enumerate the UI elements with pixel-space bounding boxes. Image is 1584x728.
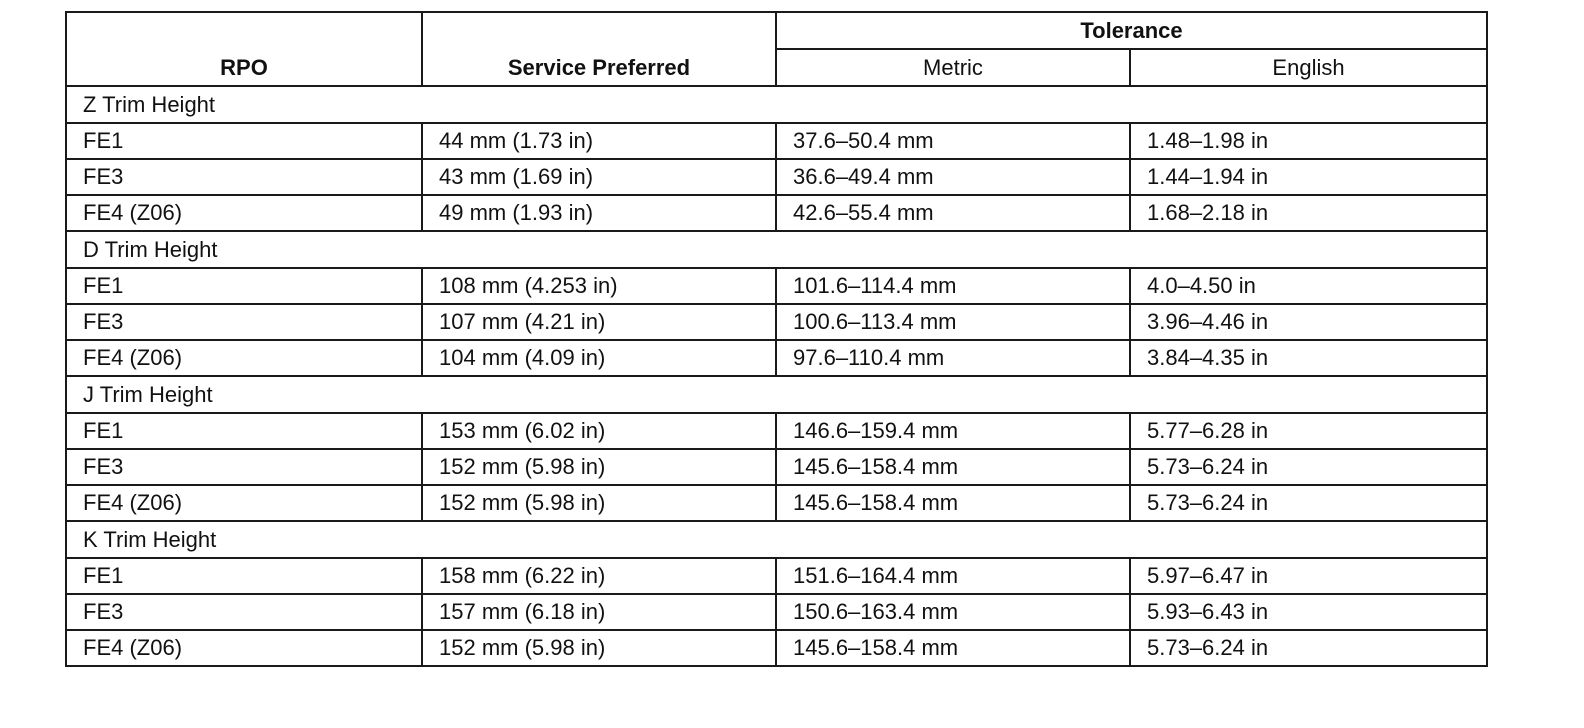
english-cell: 1.44–1.94 in (1130, 159, 1487, 195)
rpo-cell: FE4 (Z06) (66, 630, 422, 666)
english-cell: 5.77–6.28 in (1130, 413, 1487, 449)
trim-height-spec-table (65, 11, 1488, 667)
service-preferred-cell: 44 mm (1.73 in) (422, 123, 776, 159)
header-service-preferred: Service Preferred (422, 12, 776, 86)
metric-cell: 151.6–164.4 mm (776, 558, 1130, 594)
section-title: Z Trim Height (66, 86, 1487, 123)
metric-cell: 97.6–110.4 mm (776, 340, 1130, 376)
english-cell: 1.68–2.18 in (1130, 195, 1487, 231)
service-preferred-cell: 157 mm (6.18 in) (422, 594, 776, 630)
metric-cell: 37.6–50.4 mm (776, 123, 1130, 159)
table-row (66, 558, 1487, 594)
table-row (66, 268, 1487, 304)
english-cell: 5.93–6.43 in (1130, 594, 1487, 630)
section-title: J Trim Height (66, 376, 1487, 413)
section-row-j-trim-height (66, 376, 1487, 413)
service-preferred-cell: 158 mm (6.22 in) (422, 558, 776, 594)
english-cell: 3.96–4.46 in (1130, 304, 1487, 340)
table-body (66, 86, 1487, 666)
service-preferred-cell: 153 mm (6.02 in) (422, 413, 776, 449)
section-title: K Trim Height (66, 521, 1487, 558)
rpo-cell: FE4 (Z06) (66, 485, 422, 521)
service-preferred-cell: 152 mm (5.98 in) (422, 485, 776, 521)
service-preferred-cell: 49 mm (1.93 in) (422, 195, 776, 231)
table-row (66, 449, 1487, 485)
section-row-z-trim-height (66, 86, 1487, 123)
table-row (66, 195, 1487, 231)
rpo-cell: FE1 (66, 558, 422, 594)
table-row (66, 630, 1487, 666)
service-preferred-cell: 107 mm (4.21 in) (422, 304, 776, 340)
table-row (66, 485, 1487, 521)
header-row-top (66, 12, 1487, 49)
rpo-cell: FE3 (66, 594, 422, 630)
header-english: English (1130, 49, 1487, 86)
table-row (66, 123, 1487, 159)
english-cell: 4.0–4.50 in (1130, 268, 1487, 304)
metric-cell: 150.6–163.4 mm (776, 594, 1130, 630)
rpo-cell: FE4 (Z06) (66, 340, 422, 376)
rpo-cell: FE1 (66, 413, 422, 449)
rpo-cell: FE3 (66, 304, 422, 340)
header-metric: Metric (776, 49, 1130, 86)
english-cell: 5.73–6.24 in (1130, 485, 1487, 521)
metric-cell: 42.6–55.4 mm (776, 195, 1130, 231)
header-tolerance: Tolerance (776, 12, 1487, 49)
metric-cell: 145.6–158.4 mm (776, 630, 1130, 666)
service-preferred-cell: 152 mm (5.98 in) (422, 630, 776, 666)
metric-cell: 145.6–158.4 mm (776, 485, 1130, 521)
service-preferred-cell: 43 mm (1.69 in) (422, 159, 776, 195)
english-cell: 1.48–1.98 in (1130, 123, 1487, 159)
metric-cell: 100.6–113.4 mm (776, 304, 1130, 340)
rpo-cell: FE1 (66, 123, 422, 159)
rpo-cell: FE1 (66, 268, 422, 304)
table-row (66, 594, 1487, 630)
rpo-cell: FE3 (66, 159, 422, 195)
section-row-k-trim-height (66, 521, 1487, 558)
section-title: D Trim Height (66, 231, 1487, 268)
table-row (66, 159, 1487, 195)
rpo-cell: FE3 (66, 449, 422, 485)
table-row (66, 304, 1487, 340)
english-cell: 5.97–6.47 in (1130, 558, 1487, 594)
rpo-cell: FE4 (Z06) (66, 195, 422, 231)
service-preferred-cell: 108 mm (4.253 in) (422, 268, 776, 304)
metric-cell: 36.6–49.4 mm (776, 159, 1130, 195)
metric-cell: 146.6–159.4 mm (776, 413, 1130, 449)
section-row-d-trim-height (66, 231, 1487, 268)
table-header (66, 12, 1487, 86)
table-row (66, 340, 1487, 376)
english-cell: 3.84–4.35 in (1130, 340, 1487, 376)
table-row (66, 413, 1487, 449)
service-preferred-cell: 104 mm (4.09 in) (422, 340, 776, 376)
english-cell: 5.73–6.24 in (1130, 630, 1487, 666)
header-rpo: RPO (66, 12, 422, 86)
english-cell: 5.73–6.24 in (1130, 449, 1487, 485)
service-preferred-cell: 152 mm (5.98 in) (422, 449, 776, 485)
metric-cell: 101.6–114.4 mm (776, 268, 1130, 304)
metric-cell: 145.6–158.4 mm (776, 449, 1130, 485)
